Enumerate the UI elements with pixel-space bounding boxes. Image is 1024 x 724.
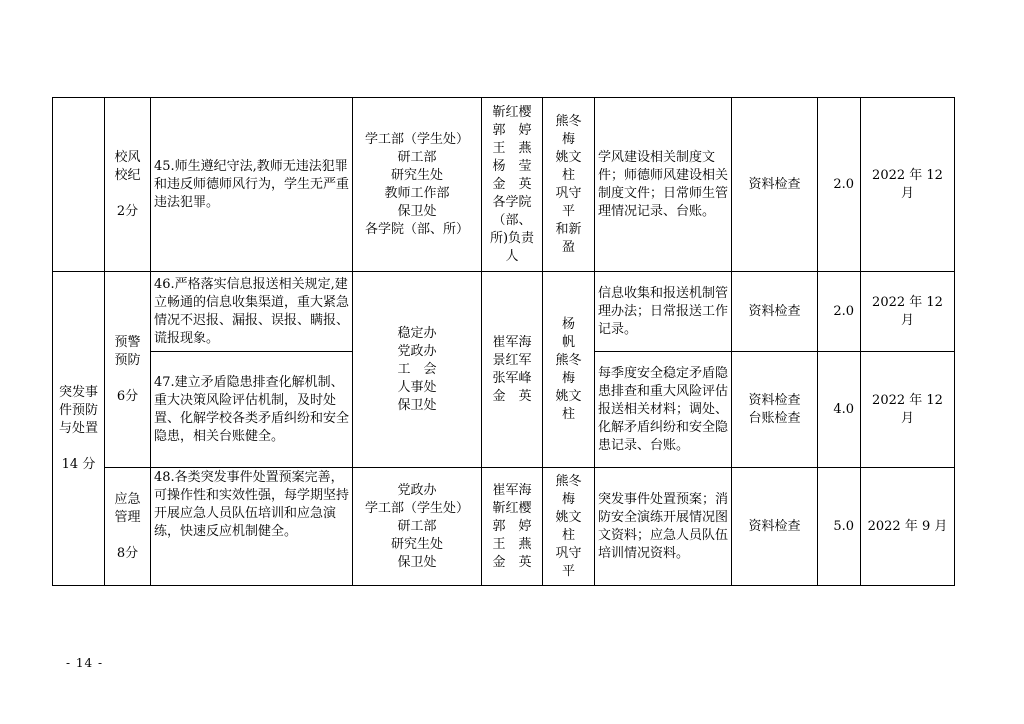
score-cell: 2.0 [818, 98, 861, 272]
subcategory-cell: 校风 校纪 2分 [105, 98, 151, 272]
method-cell: 资料检查 [732, 468, 818, 586]
department-cell: 稳定办 党政办 工 会 人事处 保卫处 [353, 272, 482, 468]
content-cell: 47.建立矛盾隐患排查化解机制、重大决策风险评估机制，及时处置、化解学校各类矛盾纠纷和安全隐患，相关台账健全。 [151, 352, 353, 468]
materials-cell: 突发事件处置预案；消防安全演练开展情况图文资料；应急人员队伍培训情况资料。 [595, 468, 732, 586]
table-row-45 [53, 98, 955, 272]
method-cell: 资料检查 [732, 98, 818, 272]
materials-cell: 学风建设相关制度文件；师德师风建设相关制度文件；日常师生管理情况记录、台账。 [595, 98, 732, 272]
content-cell: 45.师生遵纪守法,教师无违法犯罪和违反师德师风行为，学生无严重违法犯罪。 [151, 98, 353, 272]
method-cell: 资料检查 [732, 272, 818, 352]
responsible-cell: 杨 帆 熊冬 梅 姚文 柱 [543, 272, 595, 468]
table-row-48 [53, 468, 955, 586]
page-number: - 14 - [66, 656, 104, 670]
responsible-cell: 熊冬 梅 姚文 柱 巩守 平 和新 盈 [543, 98, 595, 272]
content-cell: 48.各类突发事件处置预案完善，可操作性和实效性强，每学期坚持开展应急人员队伍培训和应急演练，快速反应机制健全。 [151, 468, 353, 586]
leaders-cell: 崔军海 靳红樱 郭 婷 王 燕 金 英 [482, 468, 543, 586]
score-cell: 5.0 [818, 468, 861, 586]
subcategory-cell: 应急 管理 8分 [105, 468, 151, 586]
materials-cell: 每季度安全稳定矛盾隐患排查和重大风险评估报送相关材料；调处、化解矛盾纠纷和安全隐患记录、台账。 [595, 352, 732, 468]
category-cell-empty [53, 98, 105, 272]
materials-cell: 信息收集和报送机制管理办法；日常报送工作记录。 [595, 272, 732, 352]
date-cell: 2022 年 12 月 [861, 352, 955, 468]
score-cell: 4.0 [818, 352, 861, 468]
leaders-cell: 崔军海 景红军 张军峰 金 英 [482, 272, 543, 468]
department-cell: 党政办 学工部（学生处） 研工部 研究生处 保卫处 [353, 468, 482, 586]
assessment-table [52, 97, 955, 586]
method-cell: 资料检查 台账检查 [732, 352, 818, 468]
responsible-cell: 熊冬 梅 姚文 柱 巩守 平 [543, 468, 595, 586]
content-cell: 46.严格落实信息报送相关规定,建立畅通的信息收集渠道，重大紧急情况不迟报、漏报、误报、瞒报、谎报现象。 [151, 272, 353, 352]
date-cell: 2022 年 12 月 [861, 98, 955, 272]
category-cell: 突发事 件预防 与处置 14 分 [53, 272, 105, 586]
date-cell: 2022 年 9 月 [861, 468, 955, 586]
table-row-46 [53, 272, 955, 352]
date-cell: 2022 年 12 月 [861, 272, 955, 352]
department-cell: 学工部（学生处） 研工部 研究生处 教师工作部 保卫处 各学院（部、所） [353, 98, 482, 272]
score-cell: 2.0 [818, 272, 861, 352]
subcategory-cell: 预警 预防 6分 [105, 272, 151, 468]
leaders-cell: 靳红樱 郭 婷 王 燕 杨 莹 金 英 各学院 （部、 所)负责 人 [482, 98, 543, 272]
